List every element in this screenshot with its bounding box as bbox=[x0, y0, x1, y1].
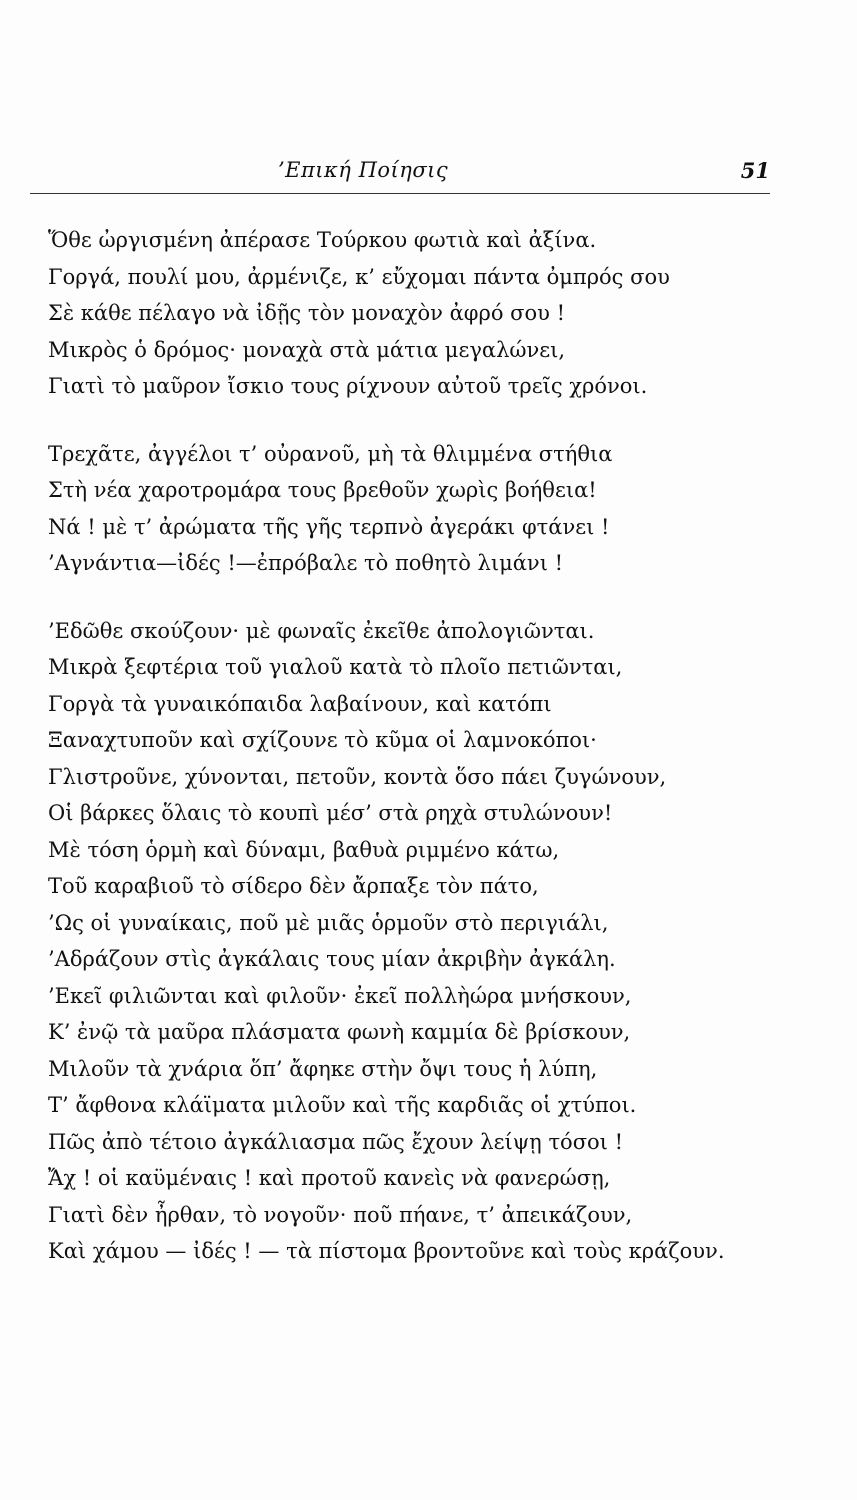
verse-line: Σὲ κάθε πέλαγο νὰ ἰδῇς τὸν μοναχὸν ἀφρό σου ! bbox=[48, 301, 566, 325]
verse-line: Γιατὶ δὲν ἦρθαν, τὸ νογοῦν· ποῦ πήανε, τ’ ἀπεικάζουν, bbox=[48, 1202, 633, 1227]
verse-line: ’Ως οἱ γυναίκαις, ποῦ μὲ μιᾶς ὁρμοῦν στὸ περιγιάλι, bbox=[48, 910, 609, 935]
verse-line: Γοργὰ τὰ γυναικόπαιδα λαβαίνουν, καὶ κατόπι bbox=[48, 691, 552, 716]
verse-line: ’Αγνάντια—ἰδές !—ἐπρόβαλε τὸ ποθητὸ λιμάνι ! bbox=[48, 551, 564, 575]
verse-line: Ἄχ ! οἱ καϋμέναις ! καὶ προτοῦ κανεὶς νὰ φανερώσῃ, bbox=[48, 1166, 611, 1190]
verse-line: Καὶ χάμου — ἰδές ! — τὰ πίστομα βροντοῦνε καὶ τοὺς κράζουν. bbox=[48, 1239, 725, 1263]
verse-line: Στὴ νέα χαροτρομάρα τους βρεθοῦν χωρὶς βοήθεια! bbox=[48, 478, 597, 502]
running-title: ’Επική Ποίησις bbox=[278, 158, 449, 182]
verse-line: Κ’ ἐνῷ τὰ μαῦρα πλάσματα φωνὴ καμμία δὲ βρίσκουν, bbox=[48, 1020, 631, 1044]
verse-line: ’Εκεῖ φιλιῶνται καὶ φιλοῦν· ἐκεῖ πολλὴώρα μνήσκουν, bbox=[48, 983, 632, 1008]
poem-body bbox=[48, 222, 778, 1270]
header-rule bbox=[30, 193, 770, 194]
verse-line: Τοῦ καραβιοῦ τὸ σίδερο δὲν ἄρπαξε τὸν πάτο, bbox=[48, 874, 539, 898]
verse-line: Μὲ τόση ὁρμὴ καὶ δύναμι, βαθυὰ ριμμένο κάτω, bbox=[48, 837, 560, 862]
verse-line: Νά ! μὲ τ’ ἀρώματα τῆς γῆς τερπνὸ ἀγεράκι φτάνει ! bbox=[48, 514, 610, 539]
page-number: 51 bbox=[740, 158, 770, 183]
verse-line: Τρεχᾶτε, ἀγγέλοι τ’ οὐρανοῦ, μὴ τὰ θλιμμένα στήθια bbox=[48, 441, 613, 466]
verse-line: Μικρὸς ὁ δρόμος· μοναχὰ στὰ μάτια μεγαλώνει, bbox=[48, 337, 566, 362]
verse-line: Ξαναχτυποῦν καὶ σχίζουνε τὸ κῦμα οἱ λαμνοκόποι· bbox=[48, 728, 597, 752]
verse-line: Γοργά, πουλί μου, ἀρμένιζε, κ’ εὔχομαι πάντα ὀμπρός σου bbox=[48, 264, 670, 289]
verse-line: Πῶς ἀπὸ τέτοιο ἀγκάλιασμα πῶς ἔχουν λείψῃ τόσοι ! bbox=[48, 1129, 624, 1154]
verse-line: ’Εδῶθε σκούζουν· μὲ φωναῖς ἐκεῖθε ἀπολογιῶνται. bbox=[48, 618, 595, 643]
stanza-1 bbox=[48, 222, 778, 405]
verse-line: Τ’ ἄφθονα κλάϊματα μιλοῦν καὶ τῆς καρδιᾶς οἱ χτύποι. bbox=[48, 1093, 637, 1117]
verse-line: Μιλοῦν τὰ χνάρια ὅπ’ ἄφηκε στὴν ὄψι τους ἡ λύπη, bbox=[48, 1056, 598, 1081]
stanza-2 bbox=[48, 436, 778, 582]
verse-line: Μικρὰ ξεφτέρια τοῦ γιαλοῦ κατὰ τὸ πλοῖο πετιῶνται, bbox=[48, 655, 623, 679]
stanza-3 bbox=[48, 613, 778, 1270]
verse-line: Ὅθε ὠργισμένη ἀπέρασε Τούρκου φωτιὰ καὶ ἀξίνα. bbox=[48, 228, 597, 252]
page-header bbox=[30, 150, 770, 190]
verse-line: Οἱ βάρκες ὅλαις τὸ κουπὶ μέσ’ στὰ ρηχὰ στυλώνουν! bbox=[48, 801, 613, 825]
verse-line: Γιατὶ τὸ μαῦρον ἴσκιο τους ρίχνουν αὐτοῦ τρεῖς χρόνοι. bbox=[48, 374, 648, 398]
verse-line: ’Αδράζουν στὶς ἀγκάλαις τους μίαν ἀκριβὴν ἀγκάλη. bbox=[48, 947, 616, 971]
verse-line: Γλιστροῦνε, χύνονται, πετοῦν, κοντὰ ὅσο πάει ζυγώνουν, bbox=[48, 764, 667, 789]
